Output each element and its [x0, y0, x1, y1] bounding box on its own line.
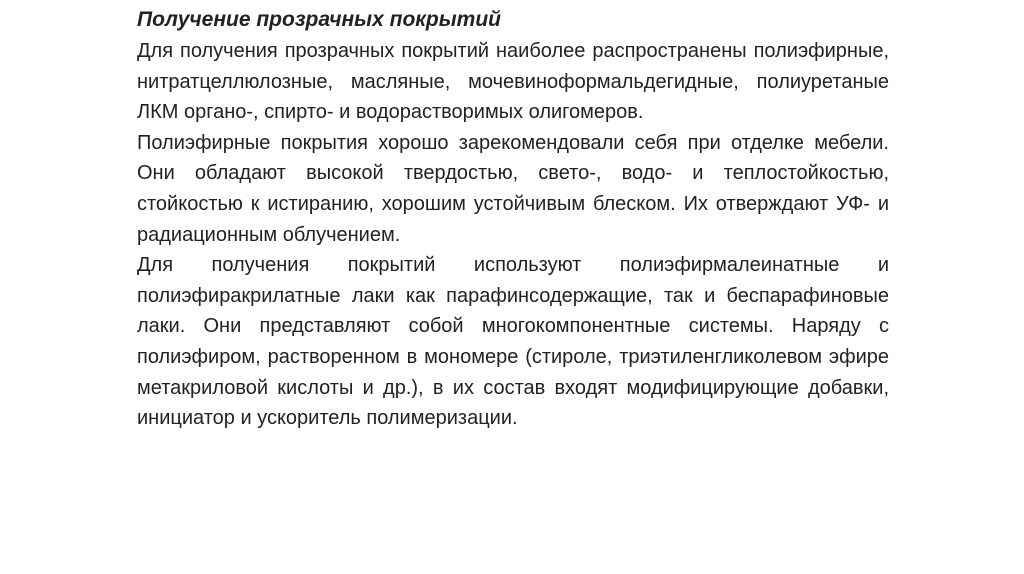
- paragraph-overview: Для получения прозрачных покрытий наиболее распространены полиэфирные, нитратцеллюлозные, масляные, мочевиноформальдегидные, полиуретаные ЛКМ органо-, спирто- и водорастворимых олигомеров.: [137, 40, 889, 124]
- slide-title: Получение прозрачных покрытий: [137, 8, 502, 31]
- paragraph-polyester-coatings: Полиэфирные покрытия хорошо зарекомендовали себя при отделке мебели. Они обладают высокой твердостью, свето-, водо- и теплостойкостью, стойкостью к истиранию, хорошим устойчивым блеском. Их отверждают УФ- и радиационным облучением.: [137, 131, 889, 246]
- slide-content: [137, 4, 889, 434]
- paragraph-lacquers: Для получения покрытий используют полиэфирмалеинатные и полиэфиракрилатные лаки как парафинсодержащие, так и беспарафиновые лаки. Они представляют собой многокомпонентные системы. Наряду с полиэфиром, растворенном в мономере (стироле, триэтиленгликолевом эфире метакриловой кислоты и др.), в их состав входят модифицирующие добавки, инициатор и ускоритель полимеризации.: [137, 254, 889, 430]
